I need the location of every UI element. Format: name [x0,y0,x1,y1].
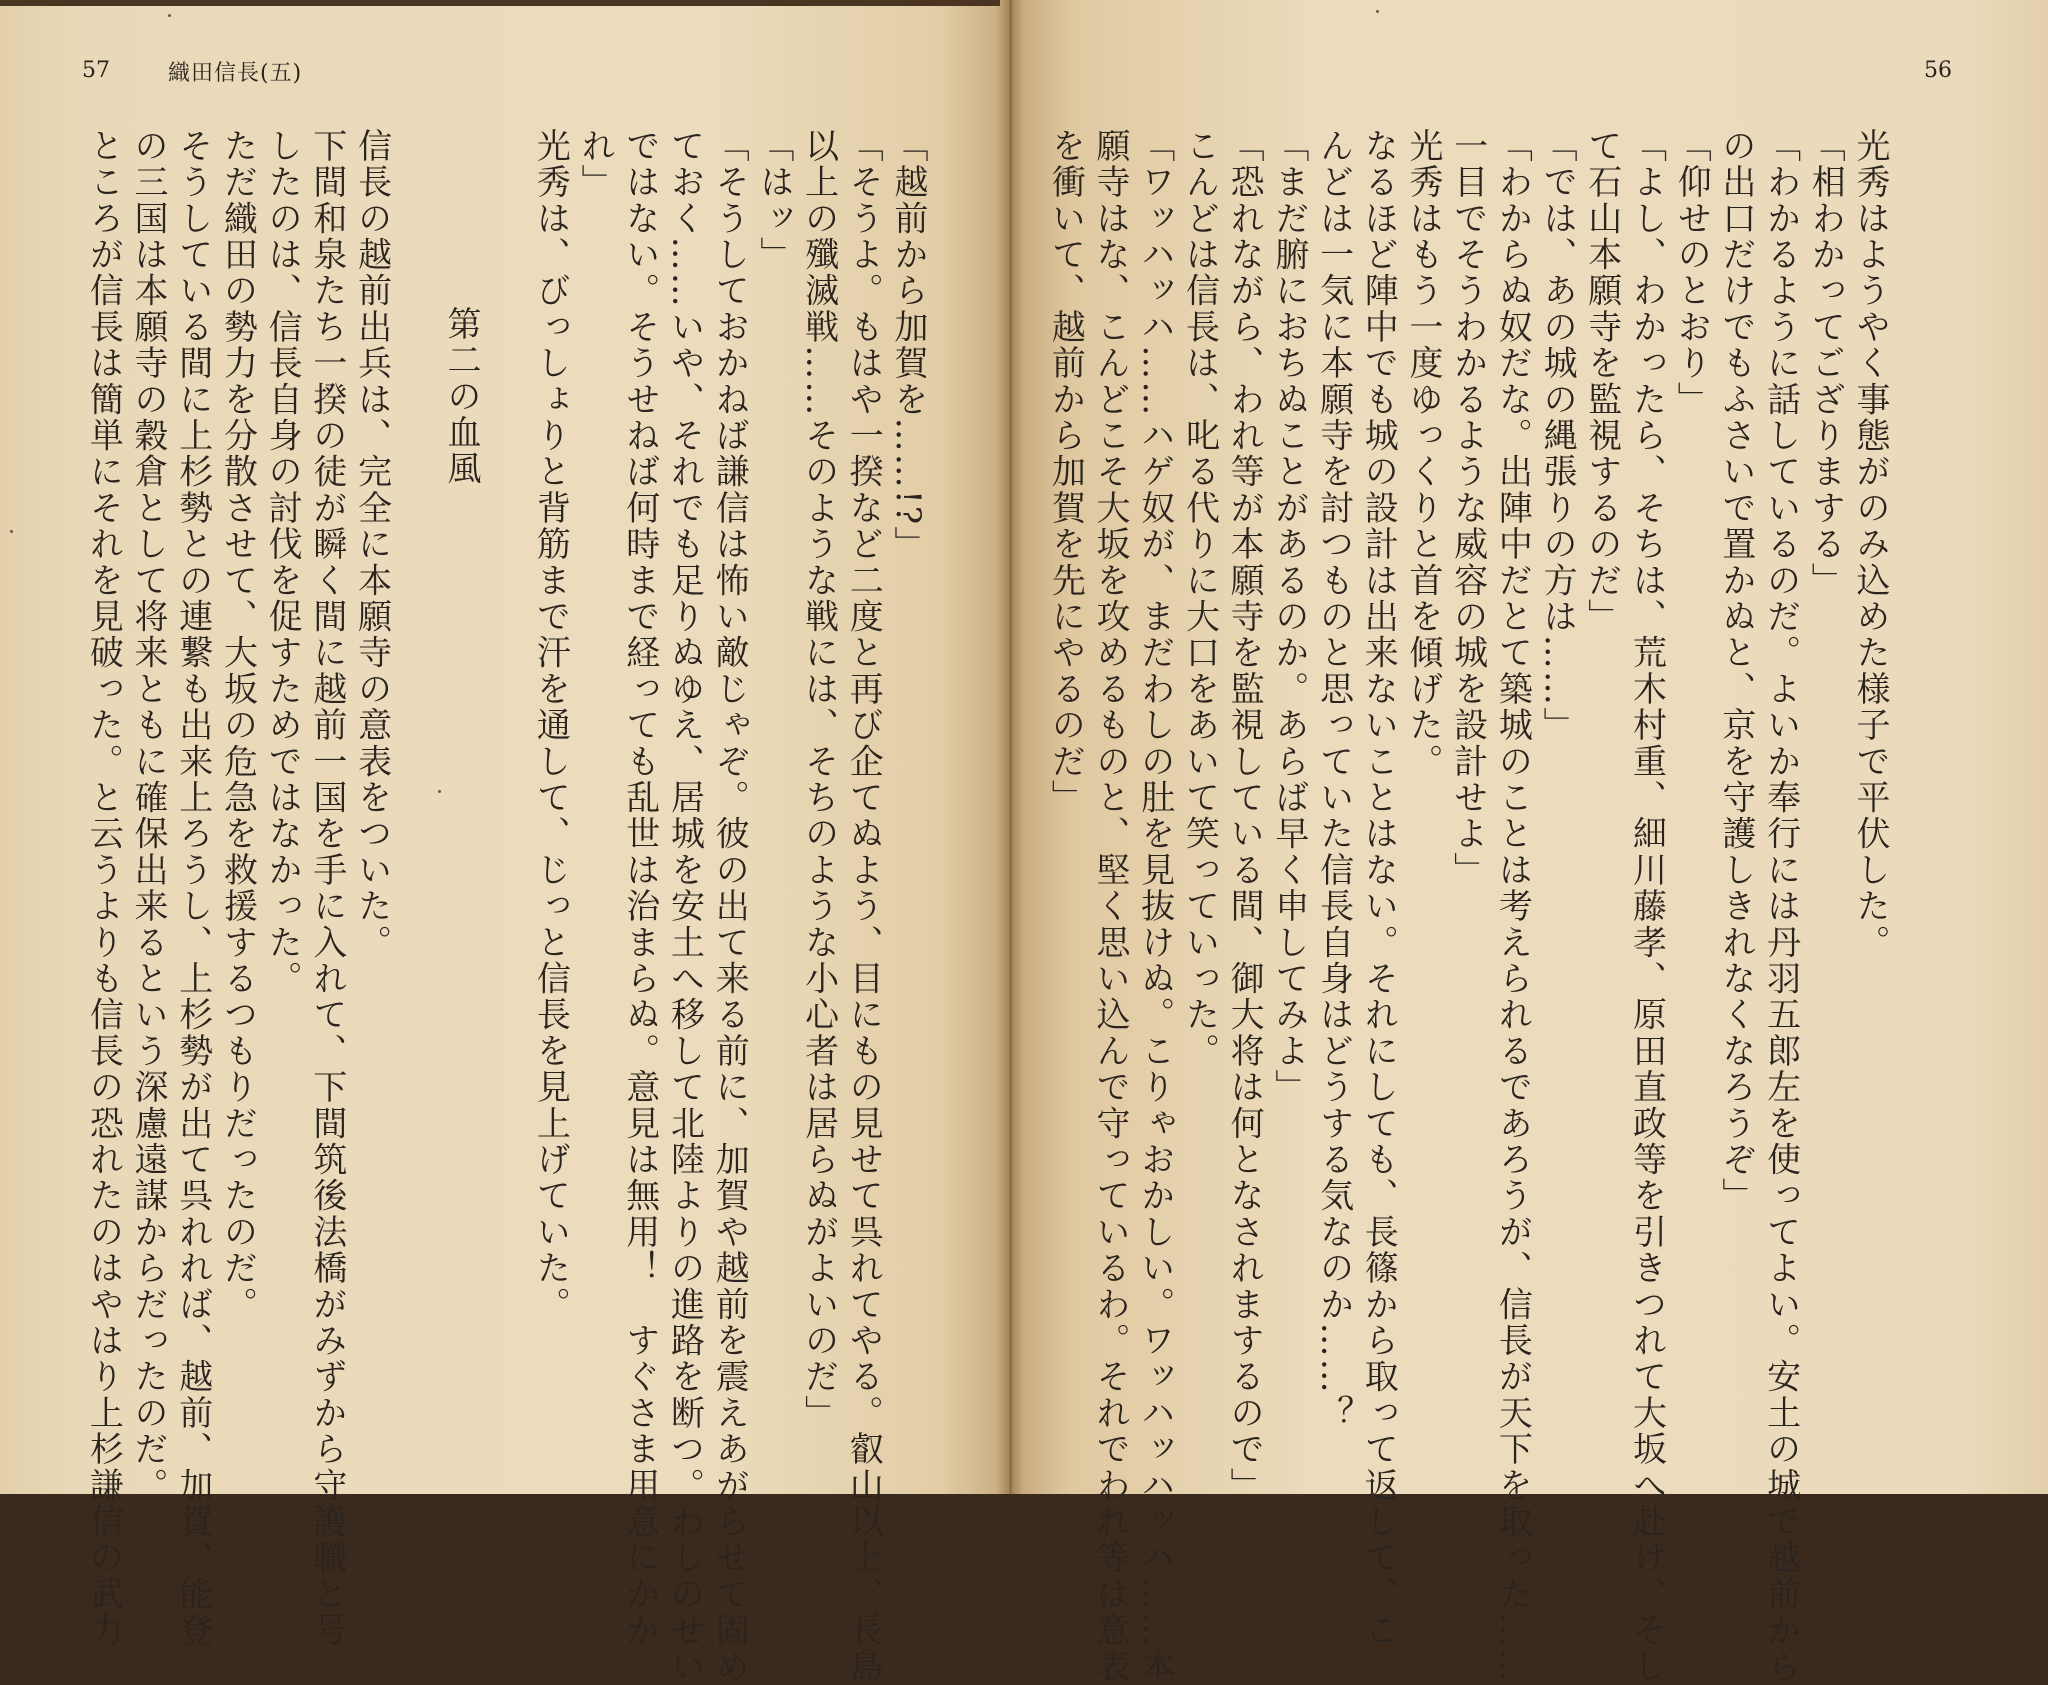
text-line: て石山本願寺を監視するのだ」 [1581,128,1622,635]
page-edge-shadow [0,0,1000,6]
left-page-text [83,128,930,1685]
running-title: 織田信長(五) [168,61,303,86]
paper-speck [438,790,441,793]
book-gutter [996,0,1024,1494]
text-line: を衝いて、越前から加賀を先にやるのだ」 [1045,128,1086,816]
text-line: ところが信長は簡単にそれを見破った。と云うよりも信長の恐れたのはやはり上杉謙信の武力 [83,128,124,1649]
text-line: 「はッ」 [753,128,794,273]
paper-speck [1376,10,1379,13]
text-line: ておく……いや、それでも足りぬゆえ、居城を安土へ移して北陸よりの進路を断つ。わしのせい [664,128,705,1685]
text-line: 願寺はな、こんどこそ大坂を攻めるものと、堅く思い込んで守っているわ。それでわれ等は意表 [1090,128,1131,1685]
text-line: 「恐れながら、われ等が本願寺を監視している間、御大将は何となされまするので」 [1224,128,1265,1504]
text-line: 下間和泉たち一揆の徒が瞬く間に越前一国を手に入れて、下間筑後法橋がみずから守護職と号 [306,128,347,1649]
text-line: れ」 [575,128,616,201]
paper-speck [168,14,171,17]
right-page-text [1045,128,1892,1685]
text-line: なるほど陣中でも城の設計は出来ないことはない。それにしても、長篠から取って返して、こ [1358,128,1399,1649]
text-line: こんどは信長は、叱る代りに大口をあいて笑っていった。 [1179,128,1220,1070]
text-line: 「相わかってござりまする」 [1805,128,1846,599]
text-line: 「そうしておかねば謙信は怖い敵じゃぞ。彼の出て来る前に、加賀や越前を震えあがらせて固め [709,128,750,1685]
section-heading: 第二の血風 [440,306,481,487]
text-line: んどは一気に本願寺を討つものと思っていた信長自身はどうする気なのか……？ [1313,128,1354,1432]
text-line: 信長の越前出兵は、完全に本願寺の意表をついた。 [351,128,392,961]
paper-speck [10,530,13,533]
text-line: そうしている間に上杉勢との連繋も出来上ろうし、上杉勢が出て呉れれば、越前、加賀、能登 [172,128,213,1649]
text-line: 一目でそうわかるような威容の城を設計せよ」 [1447,128,1488,889]
text-line: 「まだ腑におちぬことがあるのか。あらば早く申してみよ」 [1268,128,1309,1106]
text-line: 「よし、わかったら、そちは、荒木村重、細川藤孝、原田直政等を引きつれて大坂へ赴け、そし [1626,128,1667,1685]
text-line: 光秀はもう一度ゆっくりと首を傾げた。 [1402,128,1443,780]
text-line: 「そうよ。もはや一揆など二度と再び企てぬよう、目にもの見せて呉れてやる。叡山以上、長島 [843,128,884,1685]
text-line: 「わからぬ奴だな。出陣中だとて築城のことは考えられるであろうが、信長が天下を取った…… [1492,128,1533,1685]
text-line: ではない。そうせねば何時まで経っても乱世は治まらぬ。意見は無用！ すぐさま用意にかか [619,128,660,1649]
text-line: 「では、あの城の縄張りの方は……」 [1537,128,1578,744]
blank-line [394,128,439,1468]
text-line: 「仰せのとおり」 [1671,128,1712,418]
text-line: したのは、信長自身の討伐を促すためではなかった。 [262,128,303,997]
text-line: 光秀はようやく事態がのみ込めた様子で平伏した。 [1850,128,1890,961]
text-line: 光秀は、びっしょりと背筋まで汗を通して、じっと信長を見上げていた。 [530,128,571,1323]
page-number-left: 57 [82,58,110,83]
text-line: の出口だけでもふさいで置かぬと、京を守護しきれなくなろうぞ」 [1715,128,1756,1214]
page-number-right: 56 [1924,58,1952,83]
text-line: 「わかるように話しているのだ。よいか奉行には丹羽五郎左を使ってよい。安土の城で越前から [1760,128,1801,1685]
text-line: 「ワッハッハ……ハゲ奴が、まだわしの肚を見抜けぬ。こりゃおかしい。ワッハッハッハ……本 [1134,128,1175,1685]
blank-line [483,128,528,1468]
text-line: ただ織田の勢力を分散させて、大坂の危急を救援するつもりだったのだ。 [217,128,258,1323]
text-line: の三国は本願寺の穀倉として将来ともに確保出来るという深慮遠謀からだったのだ。 [128,128,169,1504]
text-line: 「越前から加賀を……!?」 [888,128,928,563]
text-line: 以上の殲滅戦……そのような戦には、そちのような小心者は居らぬがよいのだ」 [798,128,839,1432]
